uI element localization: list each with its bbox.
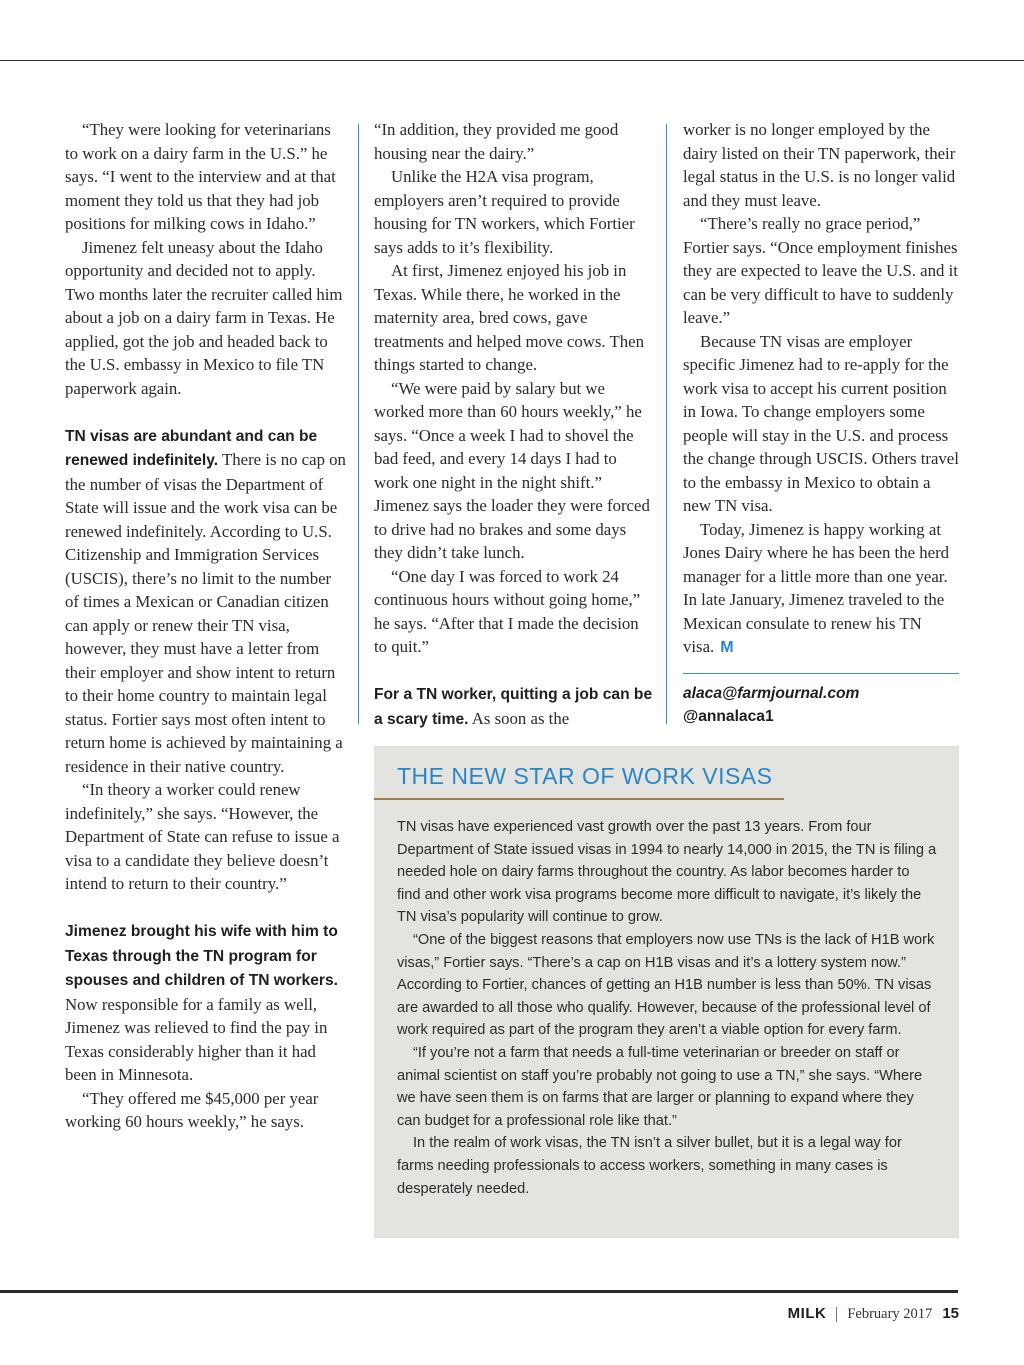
paragraph: worker is no longer employed by the dairy listed on their TN paperwork, their legal status in the U.S. is no longer valid and they must leave. <box>683 120 956 210</box>
article-column-1 <box>65 118 347 1134</box>
sidebar-box <box>374 746 959 1238</box>
paragraph: Because TN visas are employer specific Jimenez had to re-apply for the work visa to accept his current position in Iowa. To change employers some people will stay in the U.S. and process the change through USCIS. Others travel to the embassy in Mexico to obtain a new TN visa. <box>683 331 959 515</box>
paragraph: Today, Jimenez is happy working at Jones Dairy where he has been the herd manager for a little more than one year. In late January, Jimenez traveled to the Mexican consulate to renew his TN visa. M <box>683 519 950 656</box>
sidebar-title: THE NEW STAR OF WORK VISAS <box>397 763 773 789</box>
magazine-logo: MILK <box>787 1305 827 1322</box>
lead-in: Jimenez brought his wife with him to Texas through the TN program for spouses and children of TN workers. <box>65 923 338 989</box>
paragraph: “There’s really no grace period,” Fortier says. “Once employment finishes they are expected to leave the U.S. and it can be very difficult to have to suddenly leave.” <box>683 214 958 327</box>
author-handle[interactable]: @annalaca1 <box>683 708 774 725</box>
author-signature <box>683 682 859 728</box>
paragraph: “In theory a worker could renew indefinitely,” she says. “However, the Department of State can refuse to issue a visa to a candidate they believe doesn’t intend to return to their country.” <box>65 780 340 893</box>
end-mark-icon: M <box>720 639 734 656</box>
article-column-3 <box>683 118 961 660</box>
footer-separator <box>836 1307 837 1322</box>
paragraph: Jimenez brought his wife with him to Texas through the TN program for spouses and children of TN workers. Now responsible for a family as well, Jimenez was relieved to find the pay in Texas considerably higher than it had been in Minnesota. <box>65 923 338 1084</box>
issue-date: February 2017 <box>847 1306 933 1322</box>
column-divider <box>666 124 667 724</box>
paragraph: In the realm of work visas, the TN isn’t a silver bullet, but it is a legal way for farms needing professionals to access workers, something in many cases is desperately needed. <box>397 1135 902 1197</box>
signature-rule <box>683 673 959 674</box>
paragraph: “One of the biggest reasons that employers now use TNs is the lack of H1B work visas,” Fortier says. “There’s a cap on H1B visas and it’s a lottery system now.” According to Fortier, chances of getting an H1B number is less than 50%. TN visas are awarded to all those who qualify. However, because of the professional level of work required as part of the program they aren’t a viable option for every farm. <box>397 931 935 1039</box>
page-footer <box>788 1305 959 1323</box>
paragraph: At first, Jimenez enjoyed his job in Texas. While there, he worked in the maternity area, bred cows, gave treatments and helped move cows. Then things started to change. <box>374 261 644 374</box>
lead-in: For a TN worker, quitting a job can be a scary time. <box>374 686 653 728</box>
paragraph: Jimenez felt uneasy about the Idaho opportunity and decided not to apply. Two months later the recruiter called him about a job on a dairy farm in Texas. He applied, got the job and headed back to the U.S. embassy in Mexico to file TN paperwork again. <box>65 237 343 398</box>
paragraph: “They offered me $45,000 per year working 60 hours weekly,” he says. <box>65 1088 319 1131</box>
sidebar-title-rule <box>374 798 784 800</box>
paragraph: “We were paid by salary but we worked more than 60 hours weekly,” he says. “Once a week I had to shovel the bad feed, and every 14 days I had to work one night in the night shift.” Jimenez says the loader they were forced to drive had no brakes and some days they didn’t take lunch. <box>374 378 650 562</box>
column-divider <box>358 124 359 724</box>
sidebar-body <box>397 816 937 1200</box>
lead-in: TN visas are abundant and can be renewed indefinitely. <box>65 427 318 469</box>
paragraph: “If you’re not a farm that needs a full-time veterinarian or breeder on staff or animal scientist on staff you’re probably not going to use a TN,” she says. “Where we have seen them is on farms that are larger or planning to expand where they can budget for a professional role like that.” <box>397 1044 923 1129</box>
paragraph: “One day I was forced to work 24 continuous hours without going home,” he says. “After that I made the decision to quit.” <box>374 566 641 656</box>
page-number: 15 <box>942 1305 959 1322</box>
paragraph: “In addition, they provided me good housing near the dairy.” <box>374 120 619 163</box>
top-rule <box>0 60 1024 61</box>
paragraph: Unlike the H2A visa program, employers aren’t required to provide housing for TN workers, which Fortier says adds to it’s flexibility. <box>374 167 635 257</box>
bottom-rule <box>0 1290 958 1293</box>
article-column-2 <box>374 118 654 731</box>
paragraph: For a TN worker, quitting a job can be a scary time. As soon as the <box>374 686 653 728</box>
paragraph: TN visas are abundant and can be renewed indefinitely. There is no cap on the number of visas the Department of State will issue and the work visa can be renewed indefinitely. According to U.S. Citizenship and Immigration Services (USCIS), there’s no limit to the number of times a Mexican or Canadian citizen can apply or renew their TN visa, however, they must have a letter from their employer and show intent to return to their home country to maintain legal status. Fortier says most often intent to return home is achieved by maintaining a residence in their native country. <box>65 427 346 776</box>
paragraph: TN visas have experienced vast growth over the past 13 years. From four Department of State issued visas in 1994 to nearly 14,000 in 2015, the TN is filing a needed hole on dairy farms throughout the country. As labor becomes harder to find and other work visa programs become more difficult to navigate, it’s likely the TN visa’s popularity will continue to grow. <box>397 819 937 926</box>
author-email[interactable]: alaca@farmjournal.com <box>683 685 860 702</box>
paragraph: “They were looking for veterinarians to work on a dairy farm in the U.S.” he says. “I went to the interview and at that moment they told us that they had job positions for milking cows in Idaho.” <box>65 120 336 233</box>
